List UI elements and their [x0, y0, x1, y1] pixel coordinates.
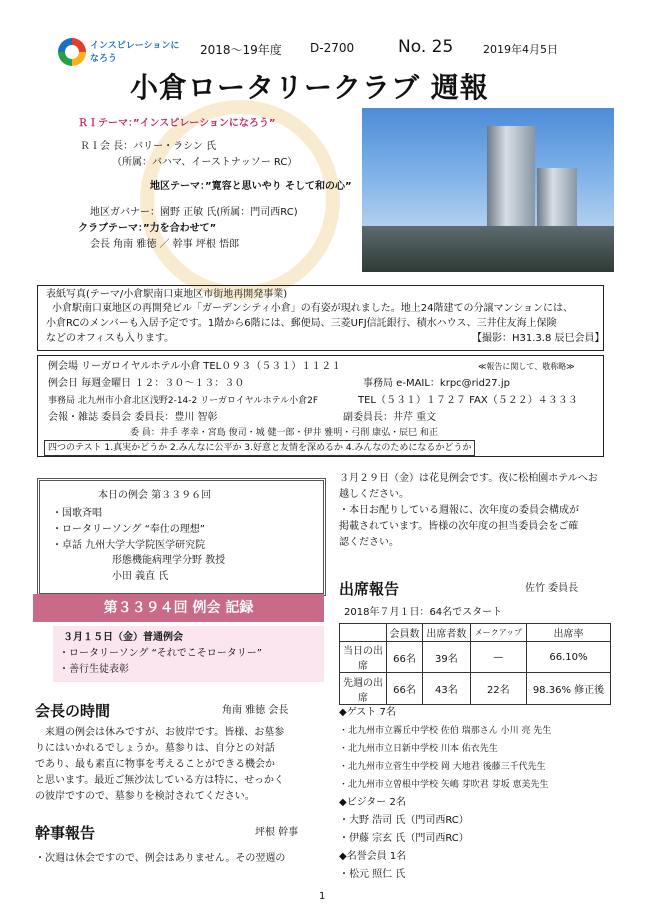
record-band: 第３３９４回 例会 記録: [33, 594, 324, 622]
president-line-1: 来週の例会は休みですが、お彼岸です。皆様、お墓参: [45, 727, 285, 738]
attendance-chair: 佐竹 委員長: [525, 583, 579, 594]
president-name: 角南 雅徳 会長: [222, 705, 289, 716]
right-line-2: 越しください。: [339, 489, 409, 500]
right-line-1: ３月２９日（金）は花見例会です。夜に松柏園ホテルへお: [339, 473, 598, 484]
att-row1-rate: 66.10%: [526, 642, 610, 673]
issue-number: No. 25: [398, 37, 454, 57]
cover-line-3: などのオフィスも入ります。: [46, 333, 175, 344]
president-line-3: であり、最も素直に物事を考えることができる機会か: [35, 759, 275, 770]
guest-line-9: ◆名誉会員 1名: [339, 851, 407, 862]
attendance-title: 出席報告: [339, 580, 400, 598]
office-email: 事務局 e-MAIL：krpc@rid27.jp: [363, 378, 510, 389]
committee-members: 委 員：井手 孝幸・宮島 俊司・城 健一郎・伊井 雅明・弓削 康弘・辰巳 和正: [130, 428, 439, 438]
att-row2-present: 43名: [423, 673, 471, 705]
att-header-makeup: メークアップ: [470, 624, 526, 642]
president-line-2: りにはいかれるでしょうか。墓参りは、自分との対話: [35, 743, 275, 754]
today-item-4: 形態機能病理学分野 教授: [112, 555, 226, 566]
secretary-title: 幹事報告: [35, 824, 96, 842]
guest-line-1: ◆ゲスト 7名: [339, 707, 396, 718]
today-meeting-box: [37, 478, 326, 596]
guest-line-2: ・北九州市立霧丘中学校 佐伯 瑞那さん 小川 亮 先生: [339, 726, 552, 736]
att-header-members: 会員数: [387, 624, 423, 642]
ri-president: ＲＩ会 長：バリー・ラシン 氏: [80, 141, 217, 152]
att-row2-rate: 98.36% 修正後: [526, 673, 610, 705]
att-row1-present: 39名: [423, 642, 471, 673]
venue: 例会場 リーガロイヤルホテル小倉 TEL０９３（５３１）１１２１: [48, 361, 342, 372]
club-theme: クラブテーマ：”力を合わせて”: [78, 223, 217, 234]
att-row1-makeup: —: [470, 642, 526, 673]
att-header-blank: [340, 624, 387, 642]
table-row: [340, 673, 611, 705]
district-theme: 地区テーマ：”寛容と思いやり そして和の心”: [150, 181, 352, 192]
att-header-rate: 出席率: [526, 624, 610, 642]
office-address: 事務局 北九州市小倉北区浅野2-14-2 リーガロイヤルホテル小倉2F: [48, 396, 319, 406]
ri-theme: ＲＩテーマ：”インスピレーションになろう”: [78, 118, 276, 129]
four-way-test: 四つのテスト 1.真実かどうか 2.みんなに公平か 3.好意と友情を深めるか 4.みんなのためになるかどうか: [44, 440, 475, 456]
record-box: [53, 626, 324, 682]
president-line-4: と思います。最近ご無沙汰している方は特に、せっかく: [35, 775, 284, 786]
att-row1-label: 当日の出席: [340, 642, 387, 673]
cover-line-2: 小倉RCのメンバーも入居予定です。1階から6階には、郵便局、三菱UFJ信託銀行、積水ハウス、三井住友海上保険: [46, 318, 557, 329]
table-row: [340, 642, 611, 673]
right-line-3: ・本日お配りしている週報に、次年度の委員会構成が: [339, 505, 579, 516]
att-header-present: 出席者数: [423, 624, 471, 642]
guest-line-8: ・伊藤 宗玄 氏（門司西RC）: [339, 833, 469, 844]
att-row2-makeup: 22名: [470, 673, 526, 705]
guest-line-3: ・北九州市立日新中学校 川本 佑衣先生: [339, 744, 498, 754]
today-item-3: ・卓話 九州大学大学院医学研究院: [52, 540, 206, 551]
cover-photo: [362, 108, 614, 272]
fiscal-year: 2018～19年度: [200, 43, 282, 57]
today-title: 本日の例会 第３３９６回: [98, 490, 212, 501]
committee-vice: 副委員長：井芹 重文: [343, 412, 437, 423]
honorific-note: ≪報告に関して、敬称略≫: [478, 362, 575, 371]
attendance-start: 2018年７月１日：64名でスタート: [344, 607, 503, 618]
today-item-1: ・国歌斉唱: [52, 508, 102, 519]
office-tel: TEL（５３１）１７２７ FAX（５２２）４３３３: [358, 395, 578, 406]
record-item-2: ・善行生徒表彰: [59, 664, 129, 675]
issue-date: 2019年4月5日: [483, 43, 558, 56]
guest-line-5: ・北九州市立曽根中学校 矢嶋 芽吹君 芽坂 恵美先生: [339, 780, 549, 790]
logo-text: インスピレーションに なろう: [90, 41, 180, 64]
att-row2-label: 先週の出席: [340, 673, 387, 705]
attendance-table: [339, 623, 611, 705]
att-row1-members: 66名: [387, 642, 423, 673]
governor: 地区ガバナー：園野 正敏 氏(所属：門司西RC): [90, 207, 298, 218]
today-item-5: 小田 義直 氏: [112, 571, 169, 582]
president-title: 会長の時間: [35, 702, 111, 720]
club-info-box: [37, 355, 604, 457]
guest-line-7: ・大野 浩司 氏（門司西RC）: [339, 815, 469, 826]
cover-credit: 【撮影：H31.3.8 辰巳会員】: [472, 333, 605, 344]
page-title: 小倉ロータリークラブ 週報: [130, 71, 489, 104]
ri-president-club: （所属：バハマ、イーストナッソー RC）: [112, 157, 298, 168]
secretary-name: 坪根 幹事: [255, 827, 299, 838]
record-item-1: ・ロータリーソング “それでこそロータリー”: [59, 648, 262, 659]
page-number: 1: [319, 891, 326, 902]
logo-circle-icon: [58, 38, 86, 66]
att-row2-members: 66名: [387, 673, 423, 705]
cover-heading: 表紙写真(テーマ/小倉駅南口東地区市街地再開発事業): [46, 289, 288, 300]
district-code: D-2700: [310, 41, 355, 55]
club-officers: 会長 角南 雅徳 ／ 幹事 坪根 悟郎: [90, 239, 240, 250]
right-line-5: 認ください。: [339, 537, 399, 548]
today-item-2: ・ロータリーソング “奉仕の理想”: [52, 524, 205, 535]
guest-line-10: ・松元 照仁 氏: [339, 869, 406, 880]
meeting-day: 例会日 毎週金曜日 １２：３０～１３：３０: [48, 378, 245, 389]
committee-chair: 会報・雑誌 委員会 委員長：豊川 智彰: [48, 412, 218, 423]
cover-line-1: 小倉駅南口東地区の再開発ビル「ガーデンシティ小倉」の有姿が現れました。地上24階建ての分譲マンションには、: [52, 303, 574, 314]
guest-line-6: ◆ビジター 2名: [339, 797, 406, 808]
cover-caption-box: [37, 285, 604, 351]
secretary-line-1: ・次週は休会ですので、例会はありません。その翌週の: [35, 853, 286, 864]
guest-line-4: ・北九州市立菅生中学校 岡 大地君 後藤三千代先生: [339, 762, 546, 772]
right-line-4: 掲載されています。皆様の次年度の担当委員会をご確: [339, 521, 579, 532]
record-date: ３月１５日（金）普通例会: [63, 632, 183, 643]
president-line-5: の彼岸ですので、墓参りを検討されてください。: [35, 791, 255, 802]
